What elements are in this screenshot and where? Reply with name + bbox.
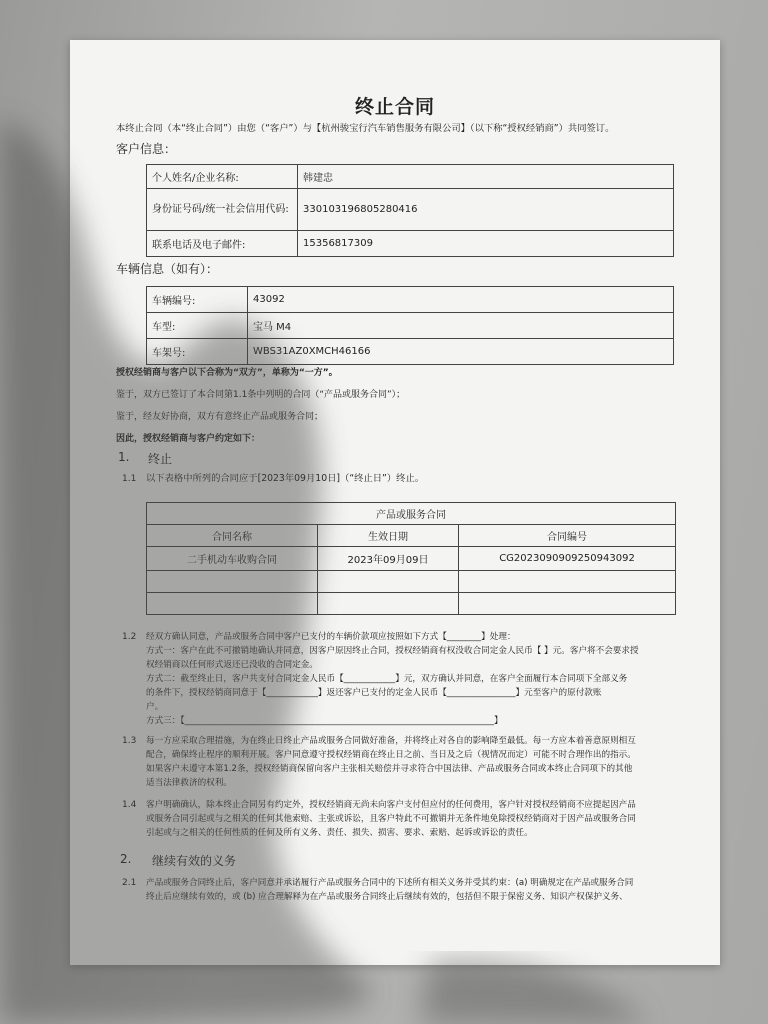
value-cell: 宝马 M4 <box>248 313 674 339</box>
recital-2: 鉴于，双方已签订了本合同第1.1条中列明的合同（“产品或服务合同”）； <box>116 390 406 400</box>
header-cell: 合同编号 <box>459 525 676 547</box>
clause-1-2-number: 1.2 <box>122 632 137 642</box>
section-1-title: 终止 <box>148 452 173 466</box>
clause-1-4-number: 1.4 <box>122 800 137 810</box>
header-cell: 生效日期 <box>318 525 459 547</box>
clause-1-2-line: 经双方确认同意，产品或服务合同中客户已支付的车辆价款项应按照如下方式【________】处理： <box>146 632 516 642</box>
clause-1-4-line: 引起或与之相关的任何性质的任何及所有义务、责任、损失、损害、要求、索赔、起诉或诉讼的责任。 <box>146 828 533 838</box>
label-cell: 车辆编号: <box>147 287 248 313</box>
cell: 二手机动车收购合同 <box>147 547 318 571</box>
clause-1-3-line: 每一方应采取合理措施，为在终止日终止产品或服务合同做好准备，并将终止对各自的影响降至最低。每一方应本着善意原则相互 <box>146 736 636 746</box>
cell <box>459 571 676 593</box>
clause-1-2-line: 的条件下，授权经销商同意于【____________】返还客户已支付的定金人民币【________________】元至客户的原付款账 <box>146 688 602 698</box>
clause-1-2-line: 户。 <box>146 702 164 712</box>
section-1-number: 1. <box>118 450 130 464</box>
recital-4: 因此，授权经销商与客户约定如下： <box>116 434 261 444</box>
label-cell: 身份证号码/统一社会信用代码: <box>147 189 298 231</box>
table-caption: 产品或服务合同 <box>147 503 676 525</box>
recital-1: 授权经销商与客户以下合称为“双方”，单称为“一方”。 <box>116 368 338 378</box>
table-row <box>147 231 674 257</box>
label-cell: 联系电话及电子邮件: <box>147 231 298 257</box>
clause-1-1-number: 1.1 <box>122 474 137 484</box>
clause-1-2-line: 方式一：客户在此不可撤销地确认并同意，因客户原因终止合同，授权经销商有权没收合同定金人民币【 】元。客户将不会要求授 <box>146 646 639 656</box>
section-2-title: 继续有效的义务 <box>152 854 237 868</box>
clause-2-1-number: 2.1 <box>122 878 137 888</box>
cell <box>147 571 318 593</box>
customer-heading: 客户信息： <box>116 142 177 156</box>
cell <box>318 593 459 615</box>
section-2-number: 2. <box>120 852 132 866</box>
table-row <box>147 503 676 525</box>
customer-info-table <box>146 164 674 257</box>
clause-2-1-line: 产品或服务合同终止后，客户同意并承诺履行产品或服务合同中的下述所有相关义务并受其约束：(a) 明确规定在产品或服务合同 <box>146 878 634 888</box>
table-row <box>147 165 674 189</box>
clause-1-2-line: 方式三：【________________________________________________________________________】 <box>146 716 503 726</box>
label-cell: 个人姓名/企业名称: <box>147 165 298 189</box>
table-row <box>147 313 674 339</box>
value-cell: 330103196805280416 <box>298 189 674 231</box>
label-cell: 车型: <box>147 313 248 339</box>
clause-1-3-number: 1.3 <box>122 736 137 746</box>
cell <box>318 571 459 593</box>
label-cell: 车架号: <box>147 339 248 365</box>
clause-1-1-text: 以下表格中所列的合同应于[2023年09月10日]（“终止日”）终止。 <box>146 473 425 484</box>
contract-table <box>146 502 676 615</box>
value-cell: 15356817309 <box>298 231 674 257</box>
clause-1-3-line: 如果客户未遵守本第1.2条，授权经销商保留向客户主张相关赔偿并寻求符合中国法律、产品或服务合同或本终止合同项下的其他 <box>146 764 633 774</box>
value-cell: WBS31AZ0XMCH46166 <box>248 339 674 365</box>
recital-3: 鉴于，经友好协商，双方有意终止产品或服务合同； <box>116 412 324 422</box>
value-cell: 韩建忠 <box>298 165 674 189</box>
clause-2-1-line: 终止后应继续有效的，或 (b) 应合理解释为在产品或服务合同终止后继续有效的，包括但不限于保密义务、知识产权保护义务、 <box>146 892 628 902</box>
cell: CG2023090909250943092 <box>459 547 676 571</box>
table-row <box>147 547 676 571</box>
table-row <box>147 593 676 615</box>
value-cell: 43092 <box>248 287 674 313</box>
clause-1-2-line: 权经销商以任何形式返还已没收的合同定金。 <box>146 660 318 670</box>
cell <box>147 593 318 615</box>
table-row <box>147 571 676 593</box>
intro-text: 本终止合同（本“终止合同”）由您（“客户”）与【杭州骏宝行汽车销售服务有限公司】（以下称“授权经销商”）共同签订。 <box>116 123 615 134</box>
vehicle-info-table <box>146 286 674 365</box>
clause-1-2-line: 方式二：截至终止日，客户共支付合同定金人民币【____________】元，双方确认并同意，在客户全面履行本合同项下全部义务 <box>146 674 628 684</box>
document-page <box>70 40 720 965</box>
table-header-row <box>147 525 676 547</box>
header-cell: 合同名称 <box>147 525 318 547</box>
table-row <box>147 339 674 365</box>
clause-1-4-line: 或服务合同引起或与之相关的任何其他索赔、主张或诉讼，且客户特此不可撤销并无条件地免除授权经销商对于因产品或服务合同 <box>146 814 636 824</box>
clause-1-4-line: 客户明确确认，除本终止合同另有约定外，授权经销商无尚未向客户支付但应付的任何费用，客户针对授权经销商不应提起因产品 <box>146 800 636 810</box>
table-row <box>147 189 674 231</box>
table-row <box>147 287 674 313</box>
cell: 2023年09月09日 <box>318 547 459 571</box>
clause-1-3-line: 适当法律救济的权利。 <box>146 778 232 788</box>
vehicle-heading: 车辆信息（如有）： <box>116 262 219 276</box>
clause-1-3-line: 配合，确保终止程序的顺利开展。客户同意遵守授权经销商在终止日之前、当日及之后（视情况而定）可能不时合理作出的指示。 <box>146 750 636 760</box>
page-title: 终止合同 <box>354 96 435 118</box>
cell <box>459 593 676 615</box>
